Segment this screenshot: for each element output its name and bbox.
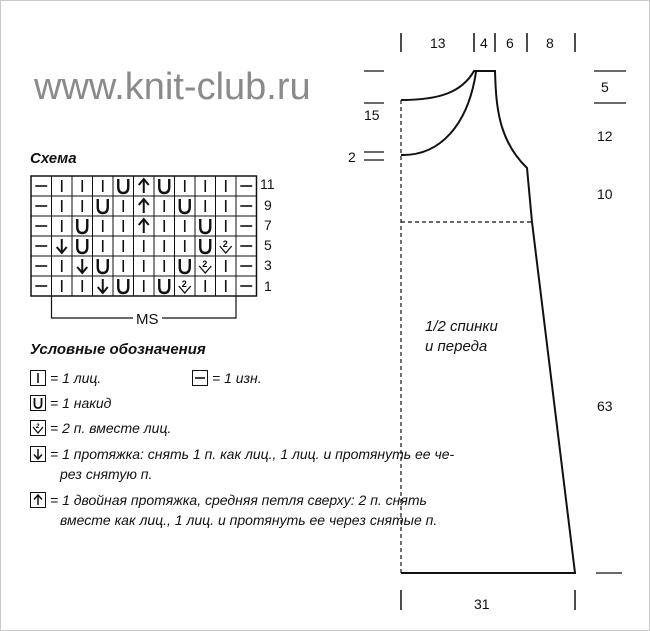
svg-text:2: 2	[36, 424, 40, 430]
site-watermark: www.knit-club.ru	[34, 66, 311, 108]
row-number: 9	[264, 197, 272, 213]
height-label: 12	[597, 128, 613, 144]
legend-skp-line1: = 1 протяжка: снять 1 п. как лиц., 1 лиц. и протянуть ее че-	[50, 446, 455, 462]
width-label: 4	[480, 35, 488, 51]
k2tog-mark: 2	[202, 259, 208, 269]
legend-item-knit: = 1 лиц.	[30, 368, 101, 388]
front-neckline	[401, 72, 476, 155]
width-label: 13	[430, 35, 446, 51]
left-mark-label: 2	[348, 149, 356, 165]
row-number: 3	[264, 257, 272, 273]
legend-item-k2tog: 2 = 2 п. вместе лиц.	[30, 418, 171, 438]
legend-item-yarn-over: = 1 накид	[30, 393, 111, 413]
legend-title: Условные обозначения	[30, 341, 206, 358]
height-label: 5	[601, 79, 609, 95]
chart-title: Схема	[30, 150, 77, 167]
k2tog-mark: 2	[181, 279, 187, 289]
row-number: 11	[260, 176, 275, 192]
legend-skp-line2: рез снятую п.	[60, 466, 153, 482]
repeat-label: MS	[133, 311, 162, 328]
piece-label-line2: и переда	[425, 338, 488, 355]
height-label: 63	[597, 398, 613, 414]
width-label: 6	[506, 35, 514, 51]
height-label: 10	[597, 186, 613, 202]
row-number: 1	[264, 278, 272, 294]
left-mark-label: 15	[364, 107, 380, 123]
bottom-width-label: 31	[474, 596, 490, 612]
legend-item-purl: = 1 изн.	[192, 368, 262, 388]
piece-label-line1: 1/2 спинки	[425, 318, 498, 335]
legend-double-decrease-line1: = 1 двойная протяжка, средняя петля сверху: 2 п. снять	[50, 492, 427, 508]
right-dimension-marks	[594, 71, 626, 573]
width-label: 8	[546, 35, 554, 51]
row-number: 7	[264, 217, 272, 233]
row-number: 5	[264, 237, 272, 253]
legend-double-decrease-line2: вместе как лиц., 1 лиц. и протянуть ее через снятые п.	[60, 512, 438, 528]
k2tog-mark: 2	[222, 239, 228, 249]
